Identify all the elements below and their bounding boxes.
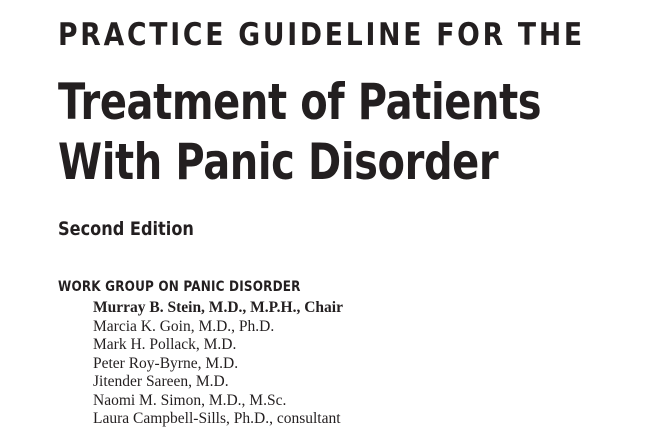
title-line-2: With Panic Disorder (58, 133, 499, 191)
document-title (58, 72, 541, 192)
member-item: Marcia K. Goin, M.D., Ph.D. (93, 317, 275, 335)
edition-label: Second Edition (58, 218, 194, 240)
work-group-member-list (93, 299, 343, 429)
title-line-1: Treatment of Patients (58, 73, 542, 131)
member-item: Jitender Sareen, M.D. (93, 373, 229, 390)
member-item: Laura Campbell-Sills, Ph.D., consultant (93, 410, 341, 427)
member-item: Mark H. Pollack, M.D. (93, 336, 237, 353)
work-group-heading: WORK GROUP ON PANIC DISORDER (58, 279, 301, 295)
member-item: Peter Roy-Byrne, M.D. (93, 354, 239, 372)
guideline-kicker: PRACTICE GUIDELINE FOR THE (58, 17, 585, 53)
member-item: Naomi M. Simon, M.D., M.Sc. (93, 391, 287, 409)
member-chair: Murray B. Stein, M.D., M.P.H., Chair (93, 299, 343, 316)
